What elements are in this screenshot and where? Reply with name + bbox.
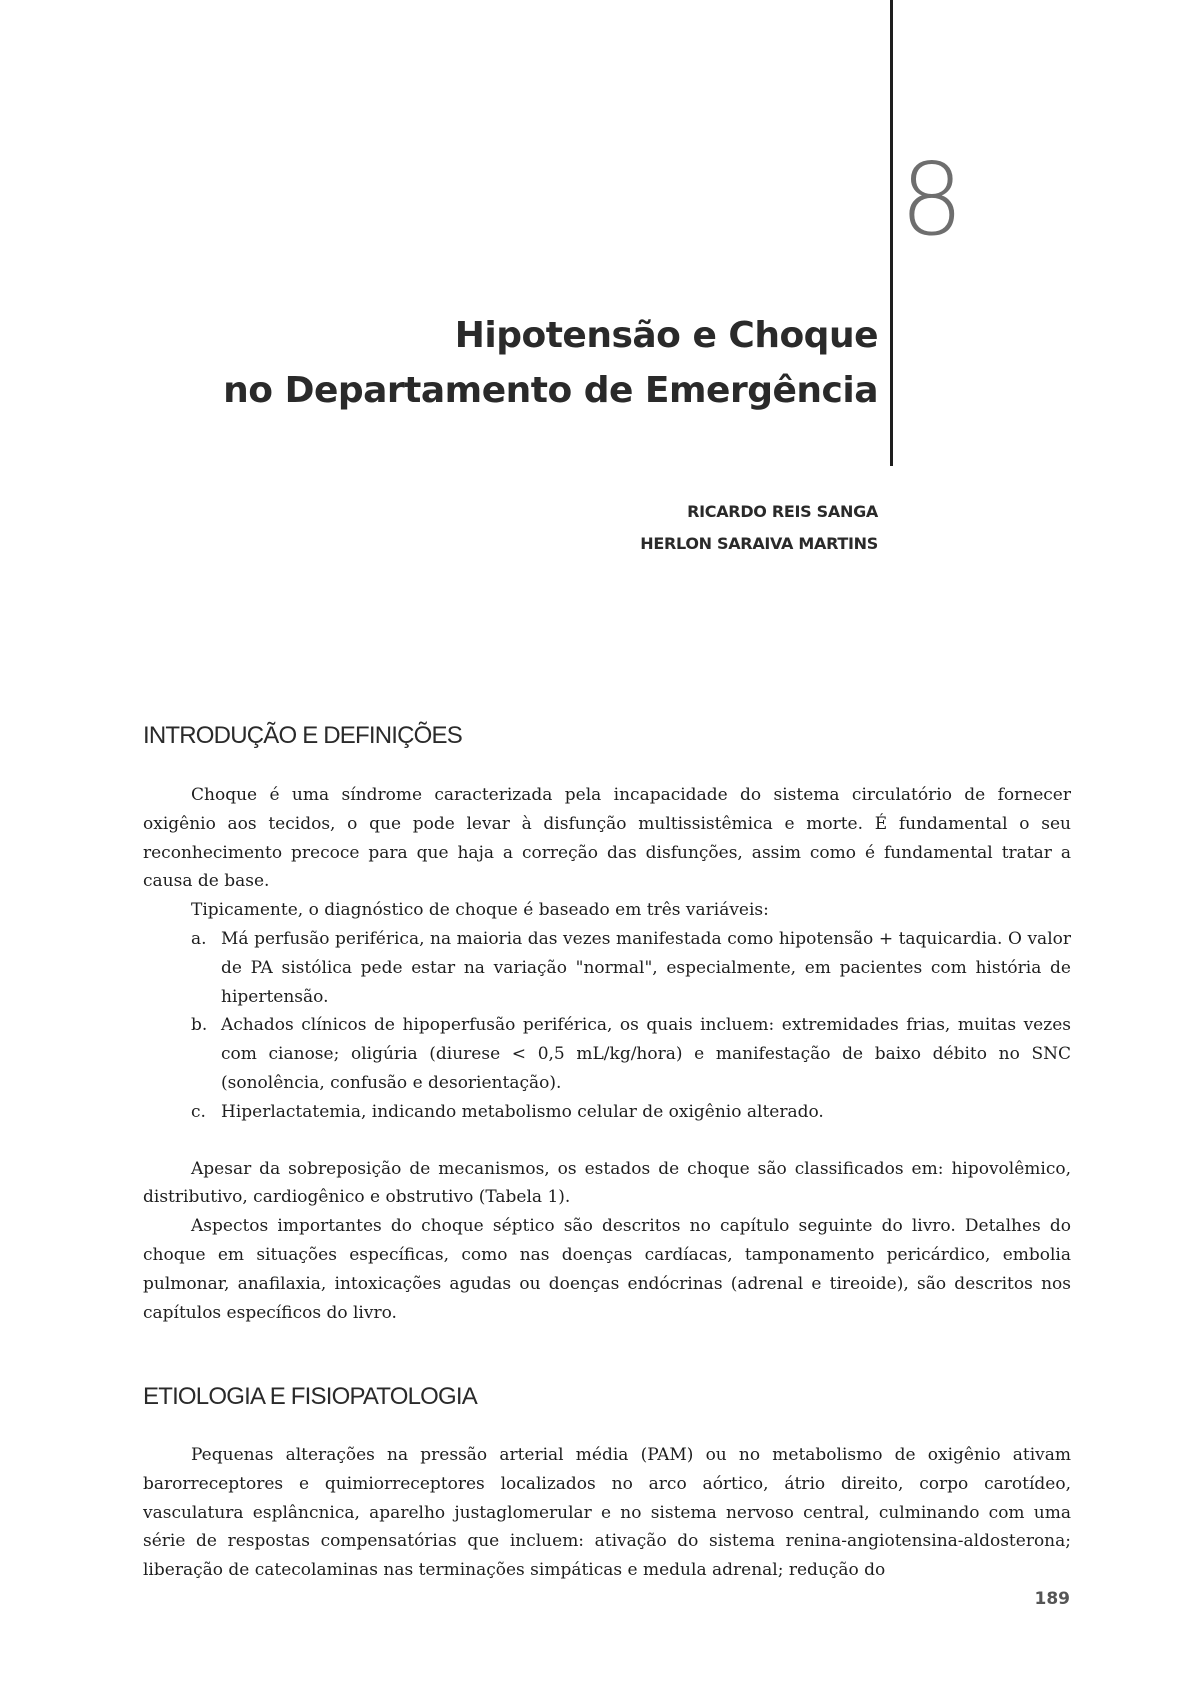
author-list (640, 496, 878, 560)
author-name: RICARDO REIS SANGA (687, 502, 878, 521)
chapter-divider-rule (890, 0, 893, 466)
list-item-text: Achados clínicos de hipoperfusão periférica, os quais incluem: extremidades frias, muitas vezes com cianose; oligúria (diurese < 0,5 mL/kg/hora) e manifestação de baixo débito no SNC (sonolência, confusão e desorientação). (221, 1015, 1071, 1093)
list-marker: b. (191, 1015, 208, 1036)
paragraph: Tipicamente, o diagnóstico de choque é baseado em três variáveis: (191, 900, 769, 921)
diagnostic-criteria-list (143, 925, 1071, 1127)
list-item-text: Má perfusão periférica, na maioria das vezes manifestada como hipotensão + taquicardia. O valor de PA sistólica pede estar na variação "normal", especialmente, em pacientes com história de hipertensão. (221, 928, 1071, 1007)
list-item-text: Hiperlactatemia, indicando metabolismo celular de oxigênio alterado. (221, 1101, 824, 1122)
list-item (143, 1098, 1071, 1127)
list-marker: c. (191, 1101, 206, 1122)
page-number: 189 (1034, 1589, 1070, 1609)
paragraph: Choque é uma síndrome caracterizada pela incapacidade do sistema circulatório de fornecer oxigênio aos tecidos, o que pode levar à disfunção multissistêmica e morte. É fundamental o seu reconhecimento precoce para que haja a correção das disfunções, assim como é fundamental tratar a causa de base. (143, 785, 1071, 892)
etiology-body (143, 1441, 1071, 1585)
paragraph: Aspectos importantes do choque séptico são descritos no capítulo seguinte do livro. Detalhes do choque em situações específicas, como nas doenças cardíacas, tamponamento pericárdico, embolia pulmonar, anafilaxia, intoxicações agudas ou doenças endócrinas (adrenal e tireoide), são descritos nos capítulos específicos do livro. (143, 1216, 1071, 1323)
chapter-title-line-1: Hipotensão e Choque (454, 315, 878, 356)
list-item (143, 1011, 1071, 1097)
list-marker: a. (191, 928, 207, 949)
chapter-title (223, 308, 878, 418)
chapter-number: 8 (900, 141, 964, 258)
section-heading-introduction: INTRODUÇÃO E DEFINIÇÕES (143, 722, 462, 749)
author-name: HERLON SARAIVA MARTINS (640, 534, 878, 553)
chapter-title-line-2: no Departamento de Emergência (223, 370, 878, 411)
paragraph: Apesar da sobreposição de mecanismos, os estados de choque são classificados em: hipovolêmico, distributivo, cardiogênico e obstrutivo (Tabela 1). (143, 1158, 1071, 1208)
paragraph-spacer (143, 1127, 1071, 1155)
paragraph: Pequenas alterações na pressão arterial média (PAM) ou no metabolismo de oxigênio ativam barorreceptores e quimiorreceptores localizados no arco aórtico, átrio direito, corpo carotídeo, vasculatura esplâncnica, aparelho justaglomerular e no sistema nervoso central, culminando com uma série de respostas compensatórias que incluem: ativação do sistema renina-angiotensina-aldosterona; liberação de catecolaminas nas terminações simpáticas e medula adrenal; redução do (143, 1445, 1071, 1581)
list-item (143, 925, 1071, 1011)
section-heading-etiology: ETIOLOGIA E FISIOPATOLOGIA (143, 1383, 477, 1410)
introduction-body (143, 781, 1071, 1327)
